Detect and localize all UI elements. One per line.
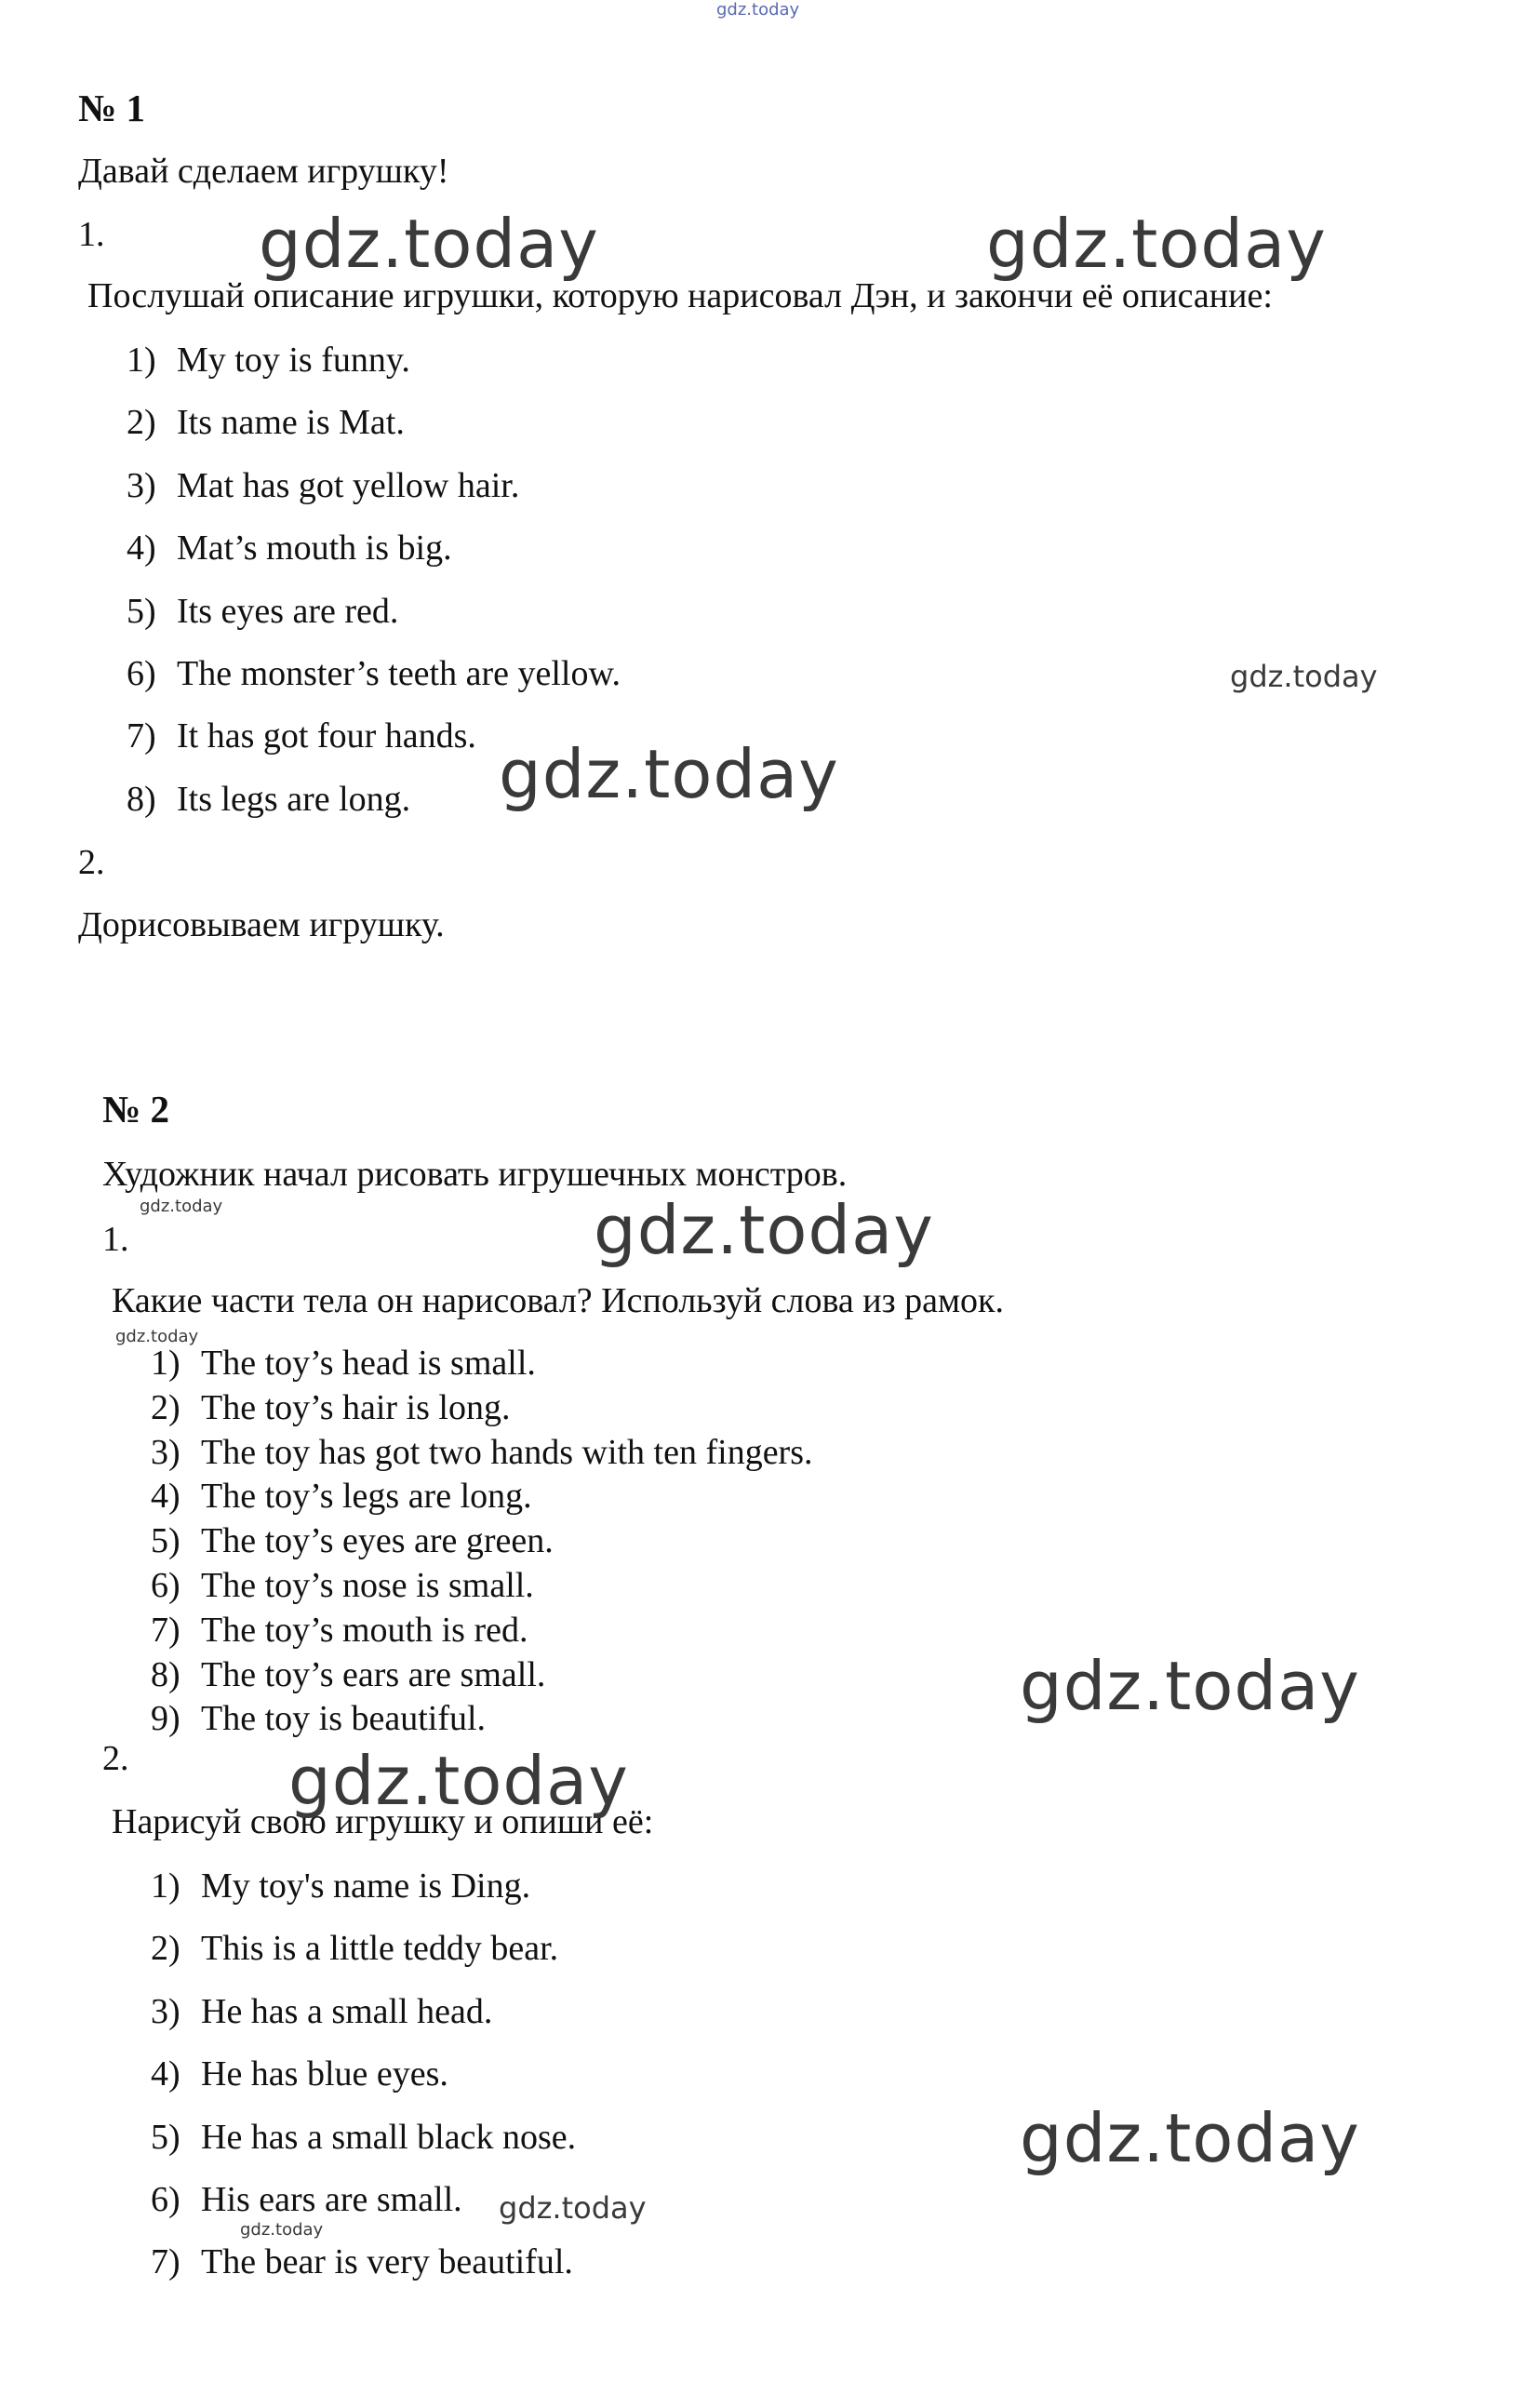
- section-2-answer-list: [151, 1342, 813, 1742]
- list-item: 7) The toy’s mouth is red.: [151, 1610, 528, 1650]
- section-1-intro: Давай сделаем игрушку!: [78, 152, 449, 191]
- list-item: 2) This is a little teddy bear.: [151, 1929, 559, 1969]
- list-item: 6) His ears are small.: [151, 2179, 462, 2219]
- watermark: gdz.today: [594, 1191, 934, 1269]
- list-item: 4) The toy’s legs are long.: [151, 1477, 532, 1517]
- list-item: 1) My toy is funny.: [127, 341, 410, 380]
- section-2-part-2-number: 2.: [102, 1739, 129, 1778]
- section-2-title: № 2: [102, 1088, 169, 1130]
- section-1-instruction: Послушай описание игрушки, которую нарисовал Дэн, и закончи её описание:: [87, 276, 1273, 315]
- list-item: 4) He has blue eyes.: [151, 2054, 448, 2094]
- list-item: 3) Mat has got yellow hair.: [127, 465, 520, 505]
- list-item: 5) The toy’s eyes are green.: [151, 1521, 554, 1561]
- list-item: 2) The toy’s hair is long.: [151, 1387, 511, 1427]
- list-item: 9) The toy is beautiful.: [151, 1699, 487, 1739]
- list-item: 3) The toy has got two hands with ten fingers.: [151, 1432, 813, 1472]
- section-2-intro: Художник начал рисовать игрушечных монстров.: [102, 1155, 848, 1194]
- watermark: gdz.today: [499, 2190, 647, 2226]
- section-2-part-1-number: 1.: [102, 1220, 129, 1259]
- list-item: 2) Its name is Mat.: [127, 403, 405, 443]
- list-item: 5) He has a small black nose.: [151, 2117, 577, 2157]
- list-item: 8) The toy’s ears are small.: [151, 1654, 546, 1694]
- list-item: 3) He has a small head.: [151, 1991, 493, 2031]
- list-item: 5) Its eyes are red.: [127, 591, 399, 631]
- list-item: 8) Its legs are long.: [127, 779, 411, 819]
- section-1-part-2-number: 2.: [78, 843, 105, 882]
- watermark: gdz.today: [115, 1327, 199, 1346]
- watermark: gdz.today: [1020, 1647, 1360, 1725]
- section-2-instruction-2: Нарисуй свою игрушку и опиши её:: [112, 1802, 654, 1841]
- list-item: 1) The toy’s head is small.: [151, 1344, 536, 1383]
- list-item: 6) The monster’s teeth are yellow.: [127, 653, 621, 693]
- list-item: 7) It has got four hands.: [127, 716, 476, 756]
- list-item: 7) The bear is very beautiful.: [151, 2242, 573, 2282]
- watermark: gdz.today: [986, 205, 1327, 283]
- section-1-part-1-number: 1.: [78, 215, 105, 254]
- watermark-top: gdz.today: [716, 0, 800, 20]
- watermark: gdz.today: [259, 205, 599, 283]
- watermark: gdz.today: [1230, 659, 1378, 694]
- watermark: gdz.today: [240, 2220, 324, 2240]
- watermark: gdz.today: [140, 1197, 223, 1216]
- section-2-instruction: Какие части тела он нарисовал? Используй слова из рамок.: [112, 1281, 1005, 1320]
- list-item: 6) The toy’s nose is small.: [151, 1565, 534, 1605]
- watermark: gdz.today: [499, 735, 839, 813]
- section-1-part-2-text: Дорисовываем игрушку.: [78, 905, 445, 944]
- list-item: 4) Mat’s mouth is big.: [127, 528, 452, 569]
- list-item: 1) My toy's name is Ding.: [151, 1866, 531, 1906]
- watermark: gdz.today: [1020, 2099, 1360, 2177]
- section-1-title: № 1: [78, 87, 145, 129]
- section-2-description-list: [151, 1855, 576, 2294]
- watermark: gdz.today: [288, 1742, 629, 1820]
